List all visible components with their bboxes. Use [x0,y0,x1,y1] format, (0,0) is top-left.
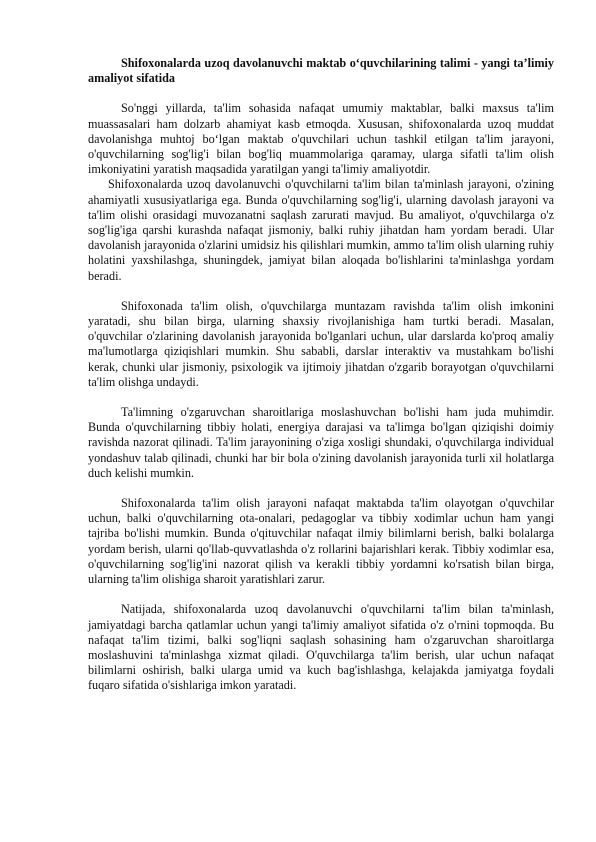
paragraph-3: Shifoxonada ta'lim olish, o'quvchilarga muntazam ravishda ta'lim olish imkonini yaratadi, shu bilan birga, ularning shaxsiy rivojlanishiga ham turtki beradi. Masalan, o'quvchilar o'zlarining davolanish jarayonida bo'lganlari uchun, ular darslarda ko'proq amaliy ma'lumotlarga qiziqishlari mumkin. Shu sababli, darslar interaktiv va mustahkam bo'lishi kerak, chunki ular jismoniy, psixologik va ijtimoiy jihatdan o'zgarib borayotgan o'quvchilarni ta'lim olishga undaydi. [88,298,554,389]
document-page [88,56,554,709]
paragraph-2: Shifoxonalarda uzoq davolanuvchi o'quvchilarni ta'lim bilan ta'minlash jarayoni, o'zining ahamiyatli xususiyatlariga ega. Bunda o'quvchilarning sog'lig'i, ularning davolash jarayoni va ta'lim olishi orasidagi muvozanatni saqlash zarurati mavjud. Bu amaliyot, o'quvchilarga o'z sog'lig'iga qarshi kurashda nafaqat jismoniy, balki ruhiy jihatdan ham yordam beradi. Ular davolanish jarayonida o'zlarini umidsiz his qilishlari mumkin, ammo ta'lim olish ularning ruhiy holatini yaxshilashga, shuningdek, jamiyat bilan aloqada bo'lishlarini ta'minlashga yordam beradi. [88,177,554,283]
paragraph-5: Shifoxonalarda ta'lim olish jarayoni nafaqat maktabda ta'lim olayotgan o'quvchilar uchun, balki o'quvchilarning ota-onalari, pedagoglar va tibbiy xodimlar uchun ham yangi tajriba bo'lishi mumkin. Bunda o'qituvchilar nafaqat ilmiy bilimlarni berish, balki bolalarga yordam berish, ularni qo'llab-quvvatlashda o'z rollarini bajarishlari kerak. Tibbiy xodimlar esa, o'quvchilarning sog'lig'ini nazorat qilish va kerakli tibbiy yordamni ko'rsatish bilan birga, ularning ta'lim olishiga sharoit yaratishlari zarur. [88,496,554,587]
paragraph-1: So'nggi yillarda, ta'lim sohasida nafaqat umumiy maktablar, balki maxsus ta'lim muassasalari ham dolzarb ahamiyat kasb etmoqda. Xususan, shifoxonalarda uzoq muddat davolanishga muhtoj bo‘lgan maktab o'quvchilari uchun tashkil etilgan ta'lim jarayoni, o'quvchilarning sog'lig'i bilan bog'liq muammolariga qaramay, ularga sifatli ta'lim olish imkoniyatini yaratish maqsadida yaratilgan yangi ta'limiy amaliyotdir. [88,101,554,177]
paragraph-6: Natijada, shifoxonalarda uzoq davolanuvchi o'quvchilarni ta'lim bilan ta'minlash, jamiyatdagi barcha qatlamlar uchun yangi ta'limiy amaliyot sifatida o'z o'rnini topmoqda. Bu nafaqat ta'lim tizimi, balki sog'liqni saqlash sohasining ham o'zgaruvchan sharoitlarga moslashuvini ta'minlashga xizmat qiladi. O'quvchilarga ta'lim berish, ular uchun nafaqat bilimlarni oshirish, balki ularga umid va kuch bag'ishlashga, kelajakda jamiyatga foydali fuqaro sifatida o'sishlariga imkon yaratadi. [88,602,554,693]
paragraph-4: Ta'limning o'zgaruvchan sharoitlariga moslashuvchan bo'lishi ham juda muhimdir. Bunda o'quvchilarning tibbiy holati, energiya darajasi va ta'limga bo'lgan qiziqishi doimiy ravishda nazorat qilinadi. Ta'lim jarayonining o'ziga xosligi shundaki, o'quvchilarga individual yondashuv talab qilinadi, chunki har bir bola o'zining davolanish jarayonida turli xil holatlarga duch kelishi mumkin. [88,405,554,480]
document-title: Shifoxonalarda uzoq davolanuvchi maktab o‘quvchilarining talimi - yangi ta’limiy amaliyot sifatida [88,56,554,86]
